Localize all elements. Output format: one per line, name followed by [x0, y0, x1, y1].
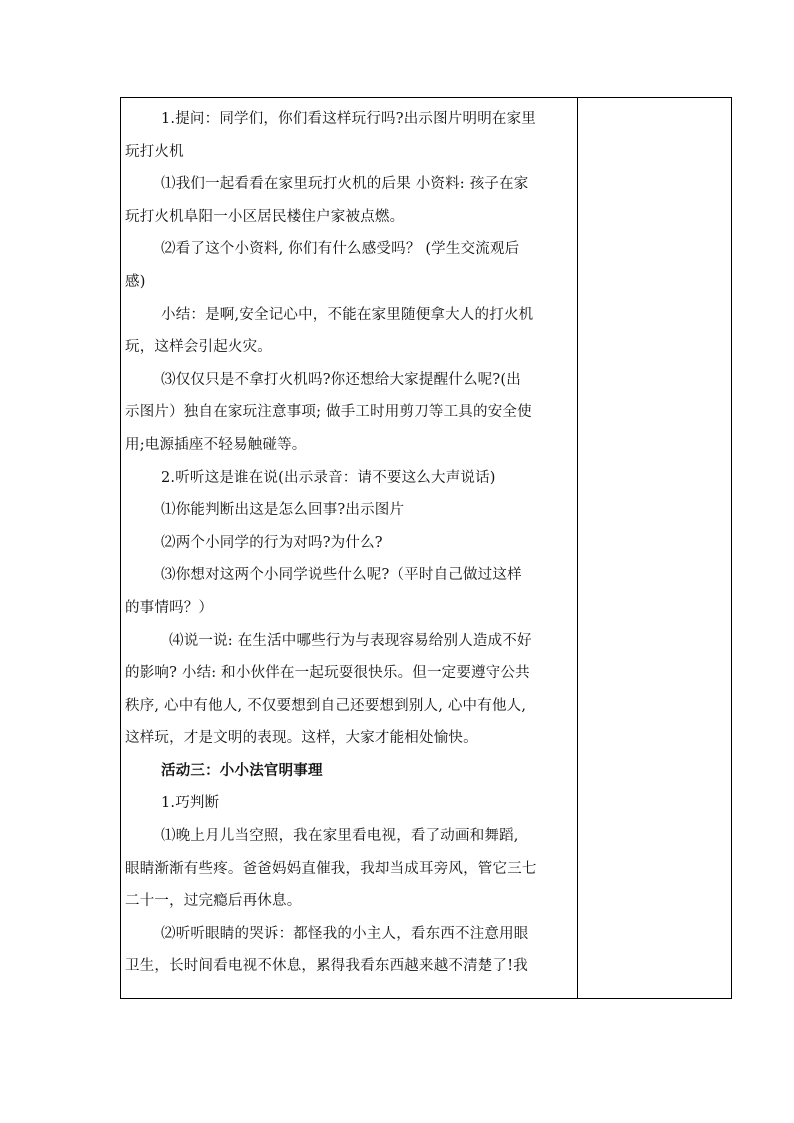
text-line: ⑷说一说: 在生活中哪些行为与表现容易给别人造成不好	[169, 632, 532, 649]
text-line: ⑴晚上月儿当空照，我在家里看电视，看了动画和舞蹈,	[161, 828, 519, 845]
text-line: 的事情吗？）	[125, 599, 214, 616]
text-line: ⑴我们一起看看在家里玩打火机的后果 小资料: 孩子在家	[161, 176, 529, 193]
text-line: 用;电源插座不轻易触碰等。	[125, 436, 307, 453]
text-line: ⑵看了这个小资料, 你们有什么感受吗？ (学生交流观后	[161, 241, 520, 258]
text-line: 这样玩，才是文明的表现。这样，大家才能相处愉快。	[125, 730, 478, 747]
text-line: ⑶你想对这两个小同学说些什么呢?（平时自己做过这样	[161, 567, 522, 584]
text-line: ⑶仅仅只是不拿打火机吗?你还想给大家提醒什么呢?(出	[161, 371, 521, 388]
lesson-table	[120, 97, 732, 999]
text-line: 眼睛渐渐有些疼。爸爸妈妈直催我，我却当成耳旁风，管它三七	[125, 860, 537, 877]
text-line: 玩，这样会引起火灾。	[125, 339, 272, 356]
text-line: 2.听听这是谁在说(出示录音：请不要这么大声说话)	[161, 469, 496, 486]
text-line: 卫生，长时间看电视不休息，累得我看东西越来越不清楚了!我	[125, 958, 528, 975]
text-line: ⑵两个小同学的行为对吗?为什么?	[161, 534, 383, 551]
text-line: ⑵听听眼睛的哭诉：都怪我的小主人，看东西不注意用眼	[161, 925, 529, 942]
text-line: 1.巧判断	[161, 795, 220, 812]
text-line: 1.提问：同学们，你们看这样玩行吗?出示图片明明在家里	[161, 111, 537, 127]
text-line: ⑴你能判断出这是怎么回事?出示图片	[161, 502, 405, 519]
text-line: 小结：是啊,安全记心中，不能在家里随便拿大人的打火机	[161, 306, 534, 323]
text-line: 示图片）独自在家玩注意事项; 做手工时用剪刀等工具的安全使	[125, 404, 532, 421]
text-line: 活动三：小小法官明事理	[161, 761, 323, 779]
text-line: 玩打火机	[125, 143, 184, 160]
lesson-content-cell	[125, 103, 573, 983]
notes-cell	[578, 98, 731, 998]
text-line: 秩序, 心中有他人, 不仅要想到自己还要想到别人, 心中有他人,	[125, 697, 527, 714]
text-line: 二十一，过完瘾后再休息。	[125, 893, 302, 910]
text-line: 感)	[125, 273, 146, 290]
text-line: 玩打火机阜阳一小区居民楼住户家被点燃。	[125, 208, 405, 225]
text-line: 的影响? 小结: 和小伙伴在一起玩耍很快乐。但一定要遵守公共	[125, 665, 530, 682]
